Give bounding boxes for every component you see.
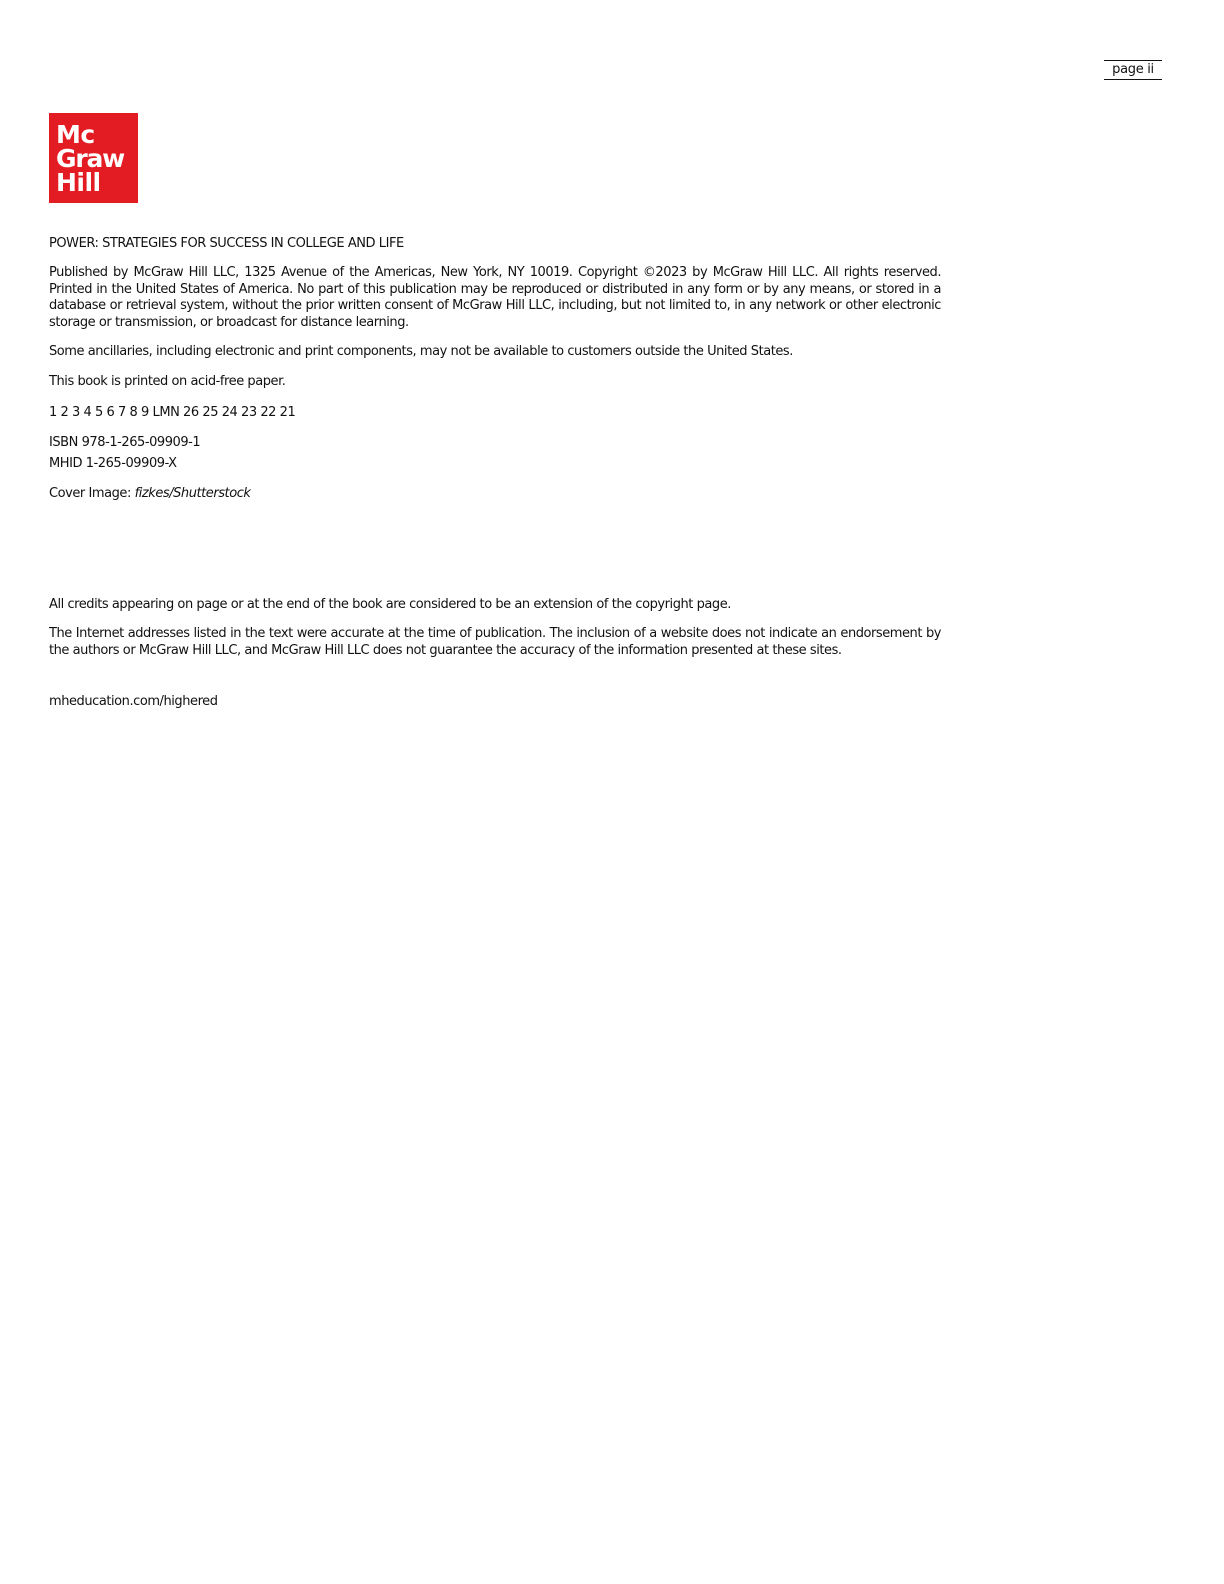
mhid: MHID 1-265-09909-X bbox=[49, 456, 177, 471]
isbn: ISBN 978-1-265-09909-1 bbox=[49, 435, 201, 450]
credits-note: All credits appearing on page or at the end of the book are considered to be an extension of the copyright page. bbox=[49, 597, 731, 612]
logo-line-3: Hill bbox=[56, 168, 101, 197]
publisher-paragraph: Published by McGraw Hill LLC, 1325 Avenue of the Americas, New York, NY 10019. Copyright ©2023 by McGraw Hill LLC. All rights reserved. Printed in the United States of America. No part of this publication may be reproduced or distributed in any form or by any means, or stored in a database or retrieval system, without the prior written consent of McGraw Hill LLC, including, but not limited to, in any network or other electronic storage or transmission, or broadcast for distance learning. bbox=[49, 265, 941, 330]
printing-line: 1 2 3 4 5 6 7 8 9 LMN 26 25 24 23 22 21 bbox=[49, 405, 296, 420]
mcgraw-hill-logo bbox=[49, 113, 138, 203]
logo-line-2: Graw bbox=[56, 144, 125, 173]
logo-line-1: Mc bbox=[56, 120, 95, 149]
cover-image-source: fizkes/Shutterstock bbox=[134, 486, 251, 501]
ancillaries-note: Some ancillaries, including electronic and print components, may not be available to customers outside the United States. bbox=[49, 344, 793, 359]
paper-note: This book is printed on acid-free paper. bbox=[49, 374, 286, 389]
cover-image-credit bbox=[49, 486, 251, 503]
page-number-marker: page ii bbox=[1104, 60, 1162, 80]
book-title: POWER: STRATEGIES FOR SUCCESS IN COLLEGE AND LIFE bbox=[49, 236, 404, 251]
website-link[interactable]: mheducation.com/highered bbox=[49, 694, 218, 709]
internet-note: The Internet addresses listed in the text were accurate at the time of publication. The inclusion of a website does not indicate an endorsement by the authors or McGraw Hill LLC, and McGraw Hill LLC does not guarantee the accuracy of the information presented at these sites. bbox=[49, 626, 941, 658]
cover-image-label: Cover Image: bbox=[49, 486, 135, 501]
logo-wordmark bbox=[49, 113, 138, 203]
